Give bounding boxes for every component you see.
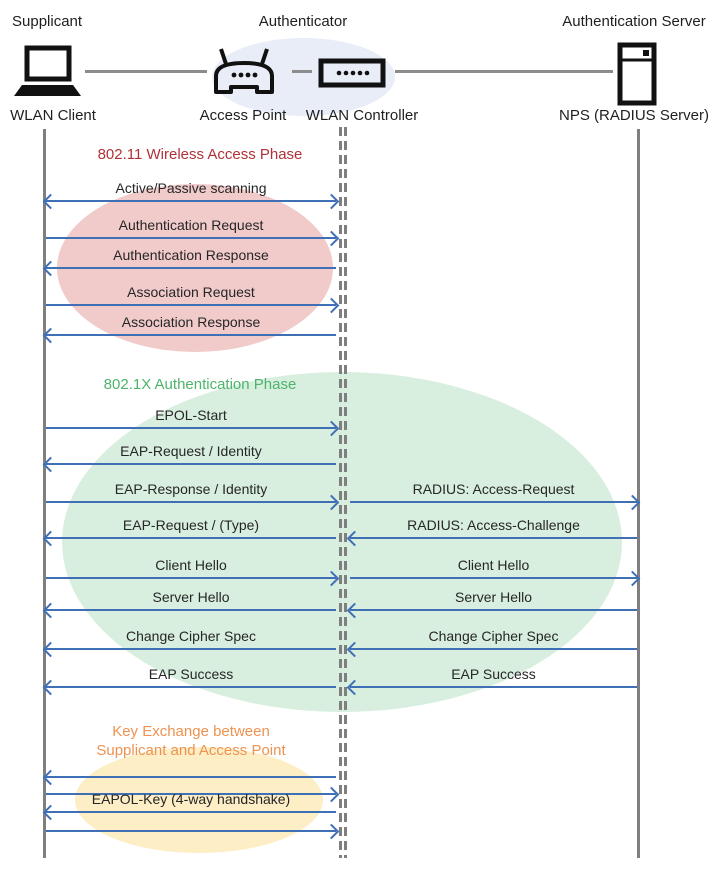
phase-title-wireless-access: 802.11 Wireless Access Phase — [97, 146, 303, 163]
wlan-controller-lifeline-left — [339, 127, 342, 858]
message-server-hello-left — [46, 589, 336, 611]
laptop-icon — [12, 44, 82, 102]
wlan-controller-lifeline-right — [344, 127, 347, 858]
wlan-controller-icon — [318, 58, 386, 88]
phase-title-key-exchange — [71, 722, 311, 760]
arrowhead-right-icon — [324, 194, 340, 210]
message-client-hello-left — [46, 557, 336, 579]
message-label: Client Hello — [457, 557, 530, 573]
message-eap-response-identity — [46, 481, 336, 503]
controller-to-server-connector — [395, 70, 613, 73]
phase-title-dot1x-authentication: 802.1X Authentication Phase — [103, 376, 297, 393]
authentication-server-role-label: Authentication Server — [562, 13, 706, 30]
message-change-cipher-spec-right — [350, 628, 637, 650]
phase-title-key-exchange-line2: Supplicant and Access Point — [96, 742, 286, 759]
message-label: Client Hello — [155, 557, 227, 573]
phase-title-key-exchange-line1: Key Exchange between — [112, 723, 270, 740]
message-label: Active/Passive scanning — [115, 180, 267, 196]
message-label: Change Cipher Spec — [428, 628, 559, 644]
client-to-ap-connector — [85, 70, 207, 73]
message-label: EAP-Request / (Type) — [122, 517, 260, 533]
wlan-controller-label: WLAN Controller — [305, 107, 419, 124]
message-label: EAP Success — [451, 666, 536, 682]
message-epol-start — [46, 407, 336, 429]
message-active-passive-scanning — [46, 180, 336, 202]
message-eap-request-type — [46, 517, 336, 539]
message-radius-access-challenge — [350, 517, 637, 539]
message-label: Server Hello — [454, 589, 533, 605]
nps-radius-server-label: NPS (RADIUS Server) — [558, 107, 710, 124]
message-change-cipher-spec-left — [46, 628, 336, 650]
message-label: Authentication Response — [113, 247, 269, 263]
wlan-client-label: WLAN Client — [10, 107, 96, 124]
message-label: Server Hello — [152, 589, 230, 605]
message-eap-success-right — [350, 666, 637, 688]
access-point-icon — [210, 46, 278, 100]
message-eapol-key-1 — [46, 776, 336, 778]
access-point-label: Access Point — [199, 107, 287, 124]
ap-to-controller-connector — [292, 70, 312, 73]
supplicant-role-label: Supplicant — [12, 13, 83, 30]
message-label: Association Request — [127, 284, 255, 300]
message-label: Authentication Request — [118, 217, 264, 233]
message-association-request — [46, 284, 336, 306]
message-association-response — [46, 314, 336, 336]
message-label: EAP-Request / Identity — [120, 443, 262, 459]
message-label: Association Response — [121, 314, 261, 330]
message-authentication-response — [46, 247, 336, 269]
message-eap-request-identity — [46, 443, 336, 465]
server-lifeline — [637, 129, 640, 858]
message-label: EAP Success — [148, 666, 234, 682]
message-label: EPOL-Start — [155, 407, 227, 423]
message-label: RADIUS: Access-Request — [412, 481, 575, 497]
message-client-hello-right — [350, 557, 637, 579]
message-label: Change Cipher Spec — [126, 628, 256, 644]
message-eapol-key-4 — [46, 830, 336, 832]
server-icon — [616, 42, 658, 106]
authenticator-role-label: Authenticator — [258, 13, 348, 30]
message-eapol-key-3 — [46, 791, 336, 813]
message-server-hello-right — [350, 589, 637, 611]
message-eap-success-left — [46, 666, 336, 688]
message-radius-access-request — [350, 481, 637, 503]
message-label: EAPOL-Key (4-way handshake) — [91, 791, 291, 807]
message-label: EAP-Response / Identity — [114, 481, 268, 497]
arrowhead-right-icon — [324, 824, 340, 840]
message-label: RADIUS: Access-Challenge — [407, 517, 580, 533]
arrowhead-right-icon — [324, 298, 340, 314]
message-authentication-request — [46, 217, 336, 239]
dot1x-authentication-phase-ellipse — [62, 372, 622, 712]
